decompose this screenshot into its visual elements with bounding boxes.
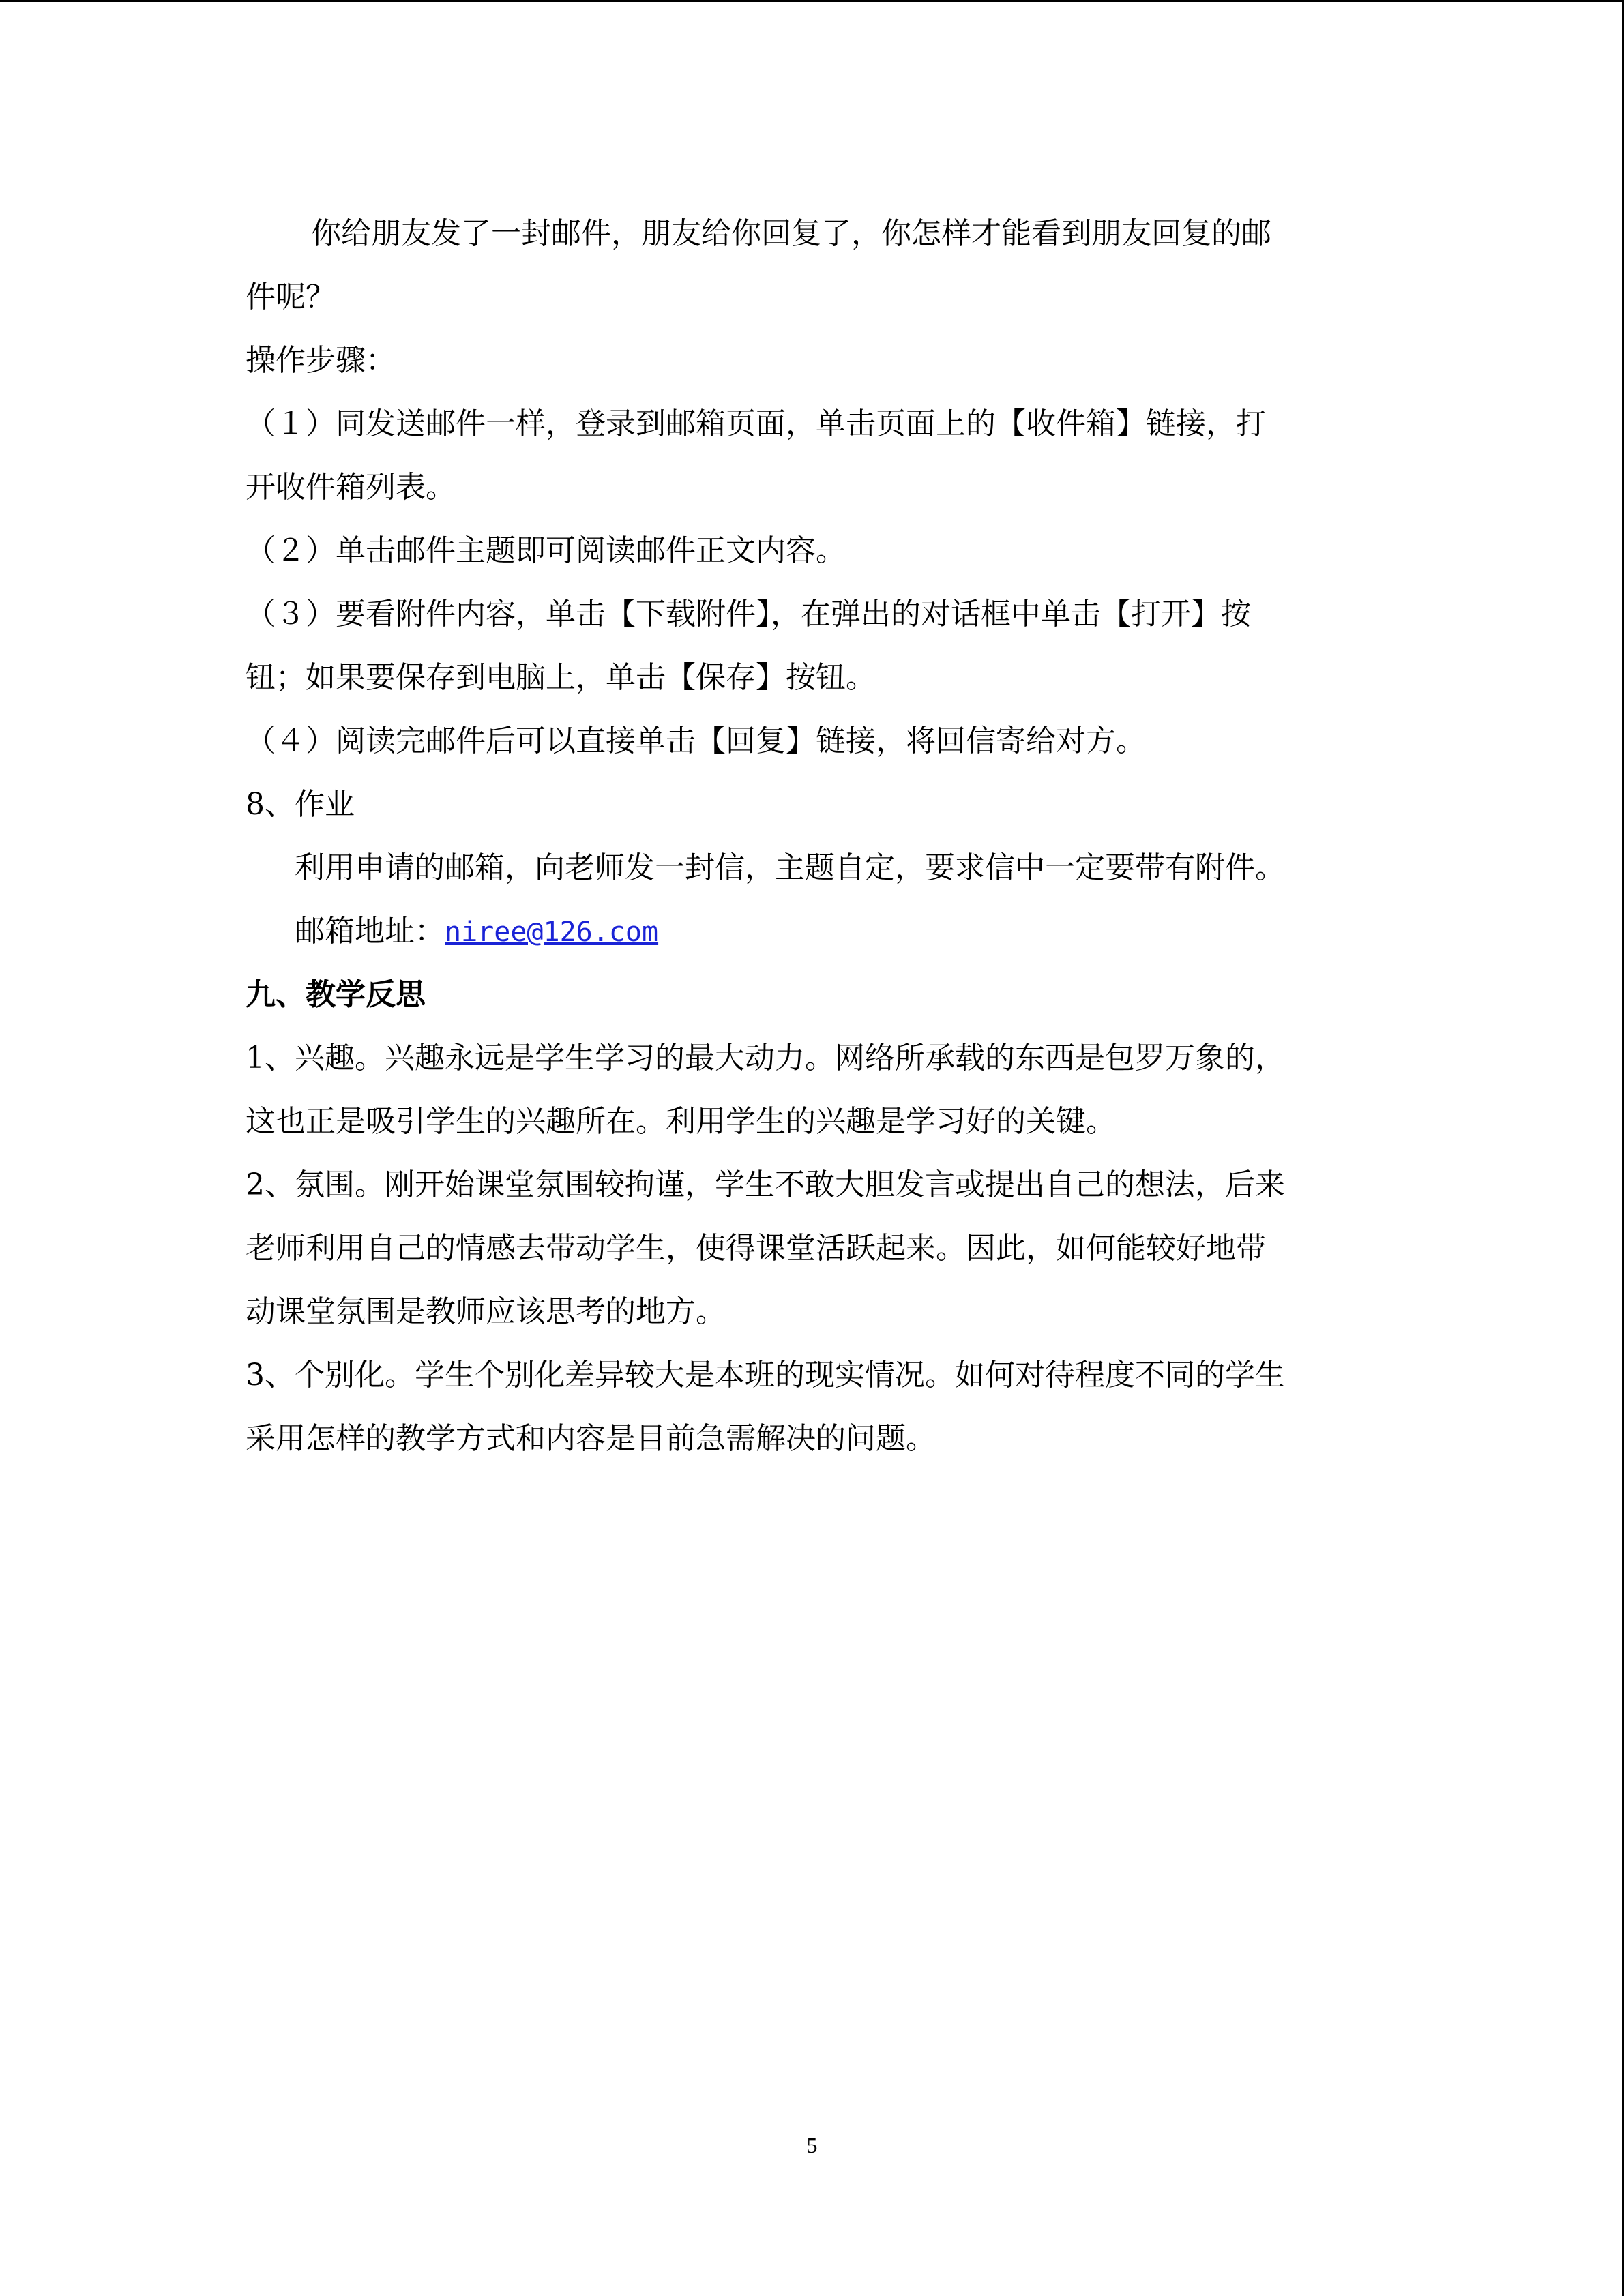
steps-heading: 操作步骤： (246, 343, 396, 378)
step-3-line-1: （３）要看附件内容，单击【下载附件】，在弹出的对话框中单击【打开】按 (246, 597, 1251, 631)
email-label: 邮箱地址： (295, 914, 445, 949)
reflection-2-line-2: 老师利用自己的情感去带动学生，使得课堂活跃起来。因此，如何能较好地带 (246, 1231, 1266, 1266)
reflection-1-line-1: 1、兴趣。兴趣永远是学生学习的最大动力。网络所承载的东西是包罗万象的， (246, 1041, 1285, 1075)
reflection-2-line-1: 2、氛围。刚开始课堂氛围较拘谨，学生不敢大胆发言或提出自己的想法，后来 (246, 1167, 1285, 1202)
homework-email-row (246, 899, 1378, 963)
step-1-line-1: （１）同发送邮件一样，登录到邮箱页面，单击页面上的【收件箱】链接，打 (246, 406, 1266, 441)
document-body (246, 202, 1378, 1470)
reflection-heading: 九、教学反思 (246, 977, 426, 1012)
homework-heading: 8、作业 (246, 787, 355, 822)
step-3-line-2: 钮；如果要保存到电脑上，单击【保存】按钮。 (246, 660, 876, 695)
reflection-3-line-1: 3、个别化。学生个别化差异较大是本班的现实情况。如何对待程度不同的学生 (246, 1358, 1285, 1392)
reflection-2-line-3: 动课堂氛围是教师应该思考的地方。 (246, 1294, 726, 1329)
intro-line-2: 件呢？ (246, 280, 336, 314)
reflection-3-line-2: 采用怎样的教学方式和内容是目前急需解决的问题。 (246, 1421, 936, 1456)
reflection-1-line-2: 这也正是吸引学生的兴趣所在。利用学生的兴趣是学习好的关键。 (246, 1104, 1116, 1139)
step-1-line-2: 开收件箱列表。 (246, 470, 456, 505)
intro-line-1: 你给朋友发了一封邮件，朋友给你回复了，你怎样才能看到朋友回复的邮 (311, 216, 1271, 251)
step-4: （４）阅读完邮件后可以直接单击【回复】链接，将回信寄给对方。 (246, 724, 1146, 758)
page-number: 5 (806, 2133, 818, 2158)
page-top-border (0, 0, 1624, 2)
email-link[interactable]: niree@126.com (445, 916, 659, 948)
homework-task: 利用申请的邮箱，向老师发一封信，主题自定，要求信中一定要带有附件。 (295, 850, 1285, 885)
step-2: （２）单击邮件主题即可阅读邮件正文内容。 (246, 533, 846, 568)
